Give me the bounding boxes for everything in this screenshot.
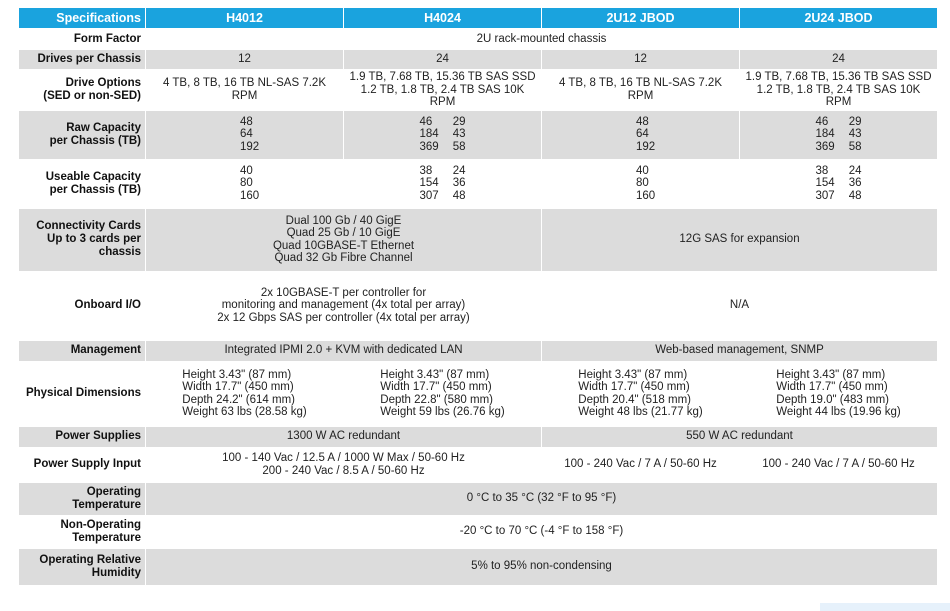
cell-line: Depth 19.0" (483 mm) — [776, 393, 890, 406]
onboard-jbod: N/A — [542, 272, 937, 340]
label-line: Connectivity Cards — [36, 220, 141, 232]
physical-2u12 — [542, 362, 739, 426]
cell-line: 1.2 TB, 1.8 TB, 2.4 TB SAS 10K RPM — [360, 83, 525, 108]
cell-line: Weight 48 lbs (21.77 kg) — [578, 406, 703, 418]
cell-line: 1.9 TB, 7.68 TB, 15.36 TB SAS SSD — [745, 71, 932, 83]
cell-line: Height 3.43" (87 mm) — [380, 368, 490, 381]
row-power-input — [19, 448, 937, 482]
cell-line: Height 3.43" (87 mm) — [776, 368, 886, 381]
cell-line: 48 — [240, 115, 253, 128]
cell-line: 154 — [419, 177, 439, 190]
row-onboard-io — [19, 272, 937, 340]
cell-line: 192 — [636, 140, 656, 153]
cell-line: Width 17.7" (450 mm) — [182, 381, 294, 393]
cell-line: 43 — [452, 128, 466, 141]
physical-h4012 — [146, 362, 343, 426]
power-input-2u24: 100 - 240 Vac / 7 A / 50-60 Hz — [740, 448, 937, 482]
row-label: Drives per Chassis — [19, 50, 145, 69]
row-label — [19, 70, 145, 110]
cell-line: Weight 44 lbs (19.96 kg) — [776, 406, 901, 418]
physical-2u24 — [740, 362, 937, 426]
cell-line: 38 — [419, 164, 433, 177]
cell-line: Depth 24.2" (614 mm) — [182, 393, 296, 406]
label-line: per Chassis (TB) — [49, 134, 141, 147]
connectivity-jbod: 12G SAS for expansion — [542, 209, 937, 271]
cell-line: 192 — [240, 140, 260, 153]
row-label — [19, 111, 145, 159]
row-label: Power Supplies — [19, 427, 145, 447]
cell-line: 36 — [452, 177, 466, 190]
label-line: (SED or non-SED) — [43, 89, 141, 102]
label-line: Temperature — [72, 531, 141, 544]
label-line: Drive Options — [65, 76, 141, 89]
cell-line: 24 — [452, 164, 466, 177]
cell-line: 46 — [419, 115, 433, 128]
label-line: Raw Capacity — [66, 121, 141, 134]
row-label: Physical Dimensions — [19, 362, 145, 426]
cell-line: 154 — [815, 177, 835, 190]
cell-line: Quad 10GBASE-T Ethernet — [272, 239, 415, 252]
cell-line: 64 — [636, 128, 649, 141]
label-line: Up to 3 cards per — [47, 233, 141, 245]
label-line: per Chassis (TB) — [49, 183, 141, 196]
cell-line: 48 — [636, 115, 649, 128]
cell-line: 46 — [815, 115, 829, 128]
cell-line: 307 — [815, 189, 835, 202]
row-power-supplies — [19, 427, 937, 447]
row-humidity — [19, 549, 937, 585]
cell-line: 184 — [815, 128, 835, 141]
cell-line: Height 3.43" (87 mm) — [182, 368, 292, 381]
cell-line: Width 17.7" (450 mm) — [578, 381, 690, 393]
cell-line: 40 — [240, 164, 253, 177]
cell-line: Height 3.43" (87 mm) — [578, 368, 688, 381]
raw-2u24 — [740, 111, 937, 159]
drive-options-2u24 — [740, 70, 937, 110]
specifications-table — [18, 7, 938, 586]
cell-line: Depth 20.4" (518 mm) — [578, 393, 692, 406]
drive-options-h4012: 4 TB, 8 TB, 16 TB NL-SAS 7.2K RPM — [146, 70, 343, 110]
cell-line: Width 17.7" (450 mm) — [380, 381, 492, 393]
row-management — [19, 341, 937, 361]
cell-line: 43 — [848, 128, 862, 141]
row-label — [19, 549, 145, 585]
label-line: Humidity — [91, 566, 141, 579]
cell-line: 40 — [636, 164, 649, 177]
header-2u24-jbod: 2U24 JBOD — [740, 8, 937, 28]
label-line: chassis — [98, 246, 141, 258]
cell-line: 58 — [452, 140, 466, 153]
cell-line: Depth 22.8" (580 mm) — [380, 393, 494, 406]
row-label: Form Factor — [19, 29, 145, 49]
header-h4024: H4024 — [344, 8, 541, 28]
power-input-h-series — [146, 448, 541, 482]
cell-line: 58 — [848, 140, 862, 153]
cell-line: Quad 32 Gb Fibre Channel — [274, 252, 413, 264]
power-supplies-h-series: 1300 W AC redundant — [146, 427, 541, 447]
power-input-2u12: 100 - 240 Vac / 7 A / 50-60 Hz — [542, 448, 739, 482]
row-label: Management — [19, 341, 145, 361]
corner-decoration — [820, 603, 950, 611]
row-label — [19, 160, 145, 208]
row-physical-dimensions — [19, 362, 937, 426]
raw-2u12 — [542, 111, 739, 159]
row-non-operating-temperature — [19, 516, 937, 548]
cell-line: Weight 63 lbs (28.58 kg) — [182, 406, 307, 418]
connectivity-h-series — [146, 209, 541, 271]
label-line: Operating — [86, 485, 141, 498]
row-useable-capacity — [19, 160, 937, 208]
cell-line: 48 — [452, 189, 466, 202]
header-specifications: Specifications — [19, 8, 145, 28]
label-line: Non-Operating — [60, 518, 141, 531]
label-line: Temperature — [72, 498, 141, 511]
label-line: Operating Relative — [39, 553, 141, 566]
cell-line: 1.2 TB, 1.8 TB, 2.4 TB SAS 10K RPM — [756, 83, 921, 108]
cell-line: 36 — [848, 177, 862, 190]
onboard-h-series — [146, 272, 541, 340]
drive-options-h4024 — [344, 70, 541, 110]
cell-line: 200 - 240 Vac / 8.5 A / 50-60 Hz — [262, 464, 425, 477]
row-label — [19, 483, 145, 515]
raw-h4012 — [146, 111, 343, 159]
cell-line: Width 17.7" (450 mm) — [776, 381, 888, 393]
form-factor-value: 2U rack-mounted chassis — [146, 29, 937, 49]
cell-line: 100 - 140 Vac / 12.5 A / 1000 W Max / 50-60 Hz — [222, 452, 465, 464]
cell-line: 369 — [815, 140, 835, 153]
header-2u12-jbod: 2U12 JBOD — [542, 8, 739, 28]
row-raw-capacity — [19, 111, 937, 159]
row-label — [19, 209, 145, 271]
cell-line: 64 — [240, 128, 253, 141]
drive-options-2u12: 4 TB, 8 TB, 16 TB NL-SAS 7.2K RPM — [542, 70, 739, 110]
raw-h4024 — [344, 111, 541, 159]
cell-line: 184 — [419, 128, 439, 141]
row-drive-options — [19, 70, 937, 110]
header-row — [19, 8, 937, 28]
row-drives — [19, 50, 937, 69]
header-h4012: H4012 — [146, 8, 343, 28]
cell-line: 160 — [240, 189, 260, 202]
cell-line: 2x 10GBASE-T per controller for — [260, 286, 427, 299]
cell-line: 29 — [848, 115, 862, 128]
drives-h4024: 24 — [344, 50, 541, 69]
drives-2u12: 12 — [542, 50, 739, 69]
management-jbod: Web-based management, SNMP — [542, 341, 937, 361]
management-h-series: Integrated IPMI 2.0 + KVM with dedicated LAN — [146, 341, 541, 361]
humidity-value: 5% to 95% non-condensing — [146, 549, 937, 585]
operating-temperature-value: 0 °C to 35 °C (32 °F to 95 °F) — [146, 483, 937, 515]
drives-2u24: 24 — [740, 50, 937, 69]
cell-line: 307 — [419, 189, 439, 202]
cell-line: Quad 25 Gb / 10 GigE — [286, 227, 401, 239]
cell-line: 48 — [848, 189, 862, 202]
cell-line: 1.9 TB, 7.68 TB, 15.36 TB SAS SSD — [349, 71, 536, 83]
cell-line: 160 — [636, 189, 656, 202]
cell-line: monitoring and management (4x total per array) — [221, 299, 466, 312]
spec-table-container — [18, 7, 936, 586]
useable-h4012 — [146, 160, 343, 208]
drives-h4012: 12 — [146, 50, 343, 69]
row-label: Power Supply Input — [19, 448, 145, 482]
cell-line: 2x 12 Gbps SAS per controller (4x total per array) — [217, 311, 470, 324]
label-line: Useable Capacity — [45, 170, 141, 183]
cell-line: 80 — [636, 177, 649, 190]
physical-h4024 — [344, 362, 541, 426]
row-form-factor — [19, 29, 937, 49]
cell-line: Weight 59 lbs (26.76 kg) — [380, 406, 505, 418]
useable-2u12 — [542, 160, 739, 208]
cell-line: 29 — [452, 115, 466, 128]
row-label: Onboard I/O — [19, 272, 145, 340]
cell-line: 80 — [240, 177, 253, 190]
cell-line: 24 — [848, 164, 862, 177]
cell-line: 38 — [815, 164, 829, 177]
cell-line: Dual 100 Gb / 40 GigE — [285, 214, 402, 227]
row-operating-temperature — [19, 483, 937, 515]
useable-2u24 — [740, 160, 937, 208]
row-label — [19, 516, 145, 548]
cell-line: 369 — [419, 140, 439, 153]
useable-h4024 — [344, 160, 541, 208]
power-supplies-jbod: 550 W AC redundant — [542, 427, 937, 447]
non-operating-temperature-value: -20 °C to 70 °C (-4 °F to 158 °F) — [146, 516, 937, 548]
row-connectivity — [19, 209, 937, 271]
